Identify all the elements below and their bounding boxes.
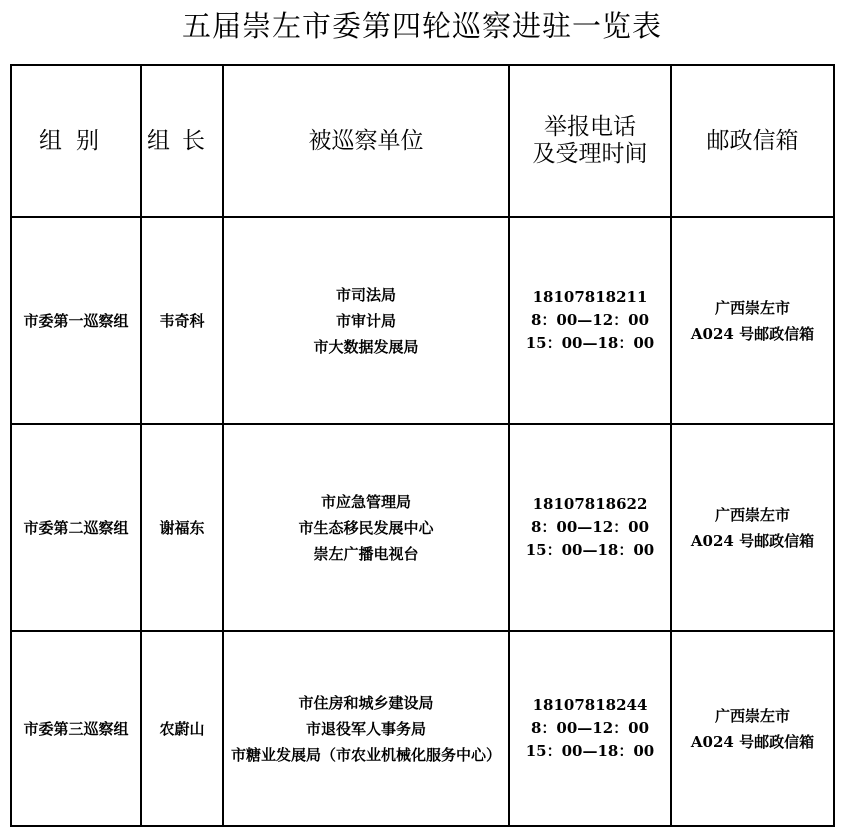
table-row [11, 424, 834, 631]
phone-number: 18107818211 [532, 288, 648, 306]
hours-morning: 8：00—12：00 [530, 518, 650, 536]
table-row [11, 631, 834, 826]
mailbox-number: A024 号邮政信箱 [690, 531, 815, 550]
header-mailbox: 邮政信箱 [671, 65, 834, 217]
group-cell: 市委第一巡察组 [11, 217, 141, 424]
hours-afternoon: 15：00—18：00 [525, 541, 655, 559]
mailbox-cell [671, 424, 834, 631]
phone-cell [509, 217, 671, 424]
phone-cell [509, 631, 671, 826]
inspection-table [10, 64, 835, 827]
header-phone-line1: 举报电话 [544, 114, 636, 140]
hours-morning: 8：00—12：00 [530, 311, 650, 329]
hours-afternoon: 15：00—18：00 [525, 334, 655, 352]
phone-cell [509, 424, 671, 631]
table-header-row [11, 65, 834, 217]
unit-item: 市司法局 [335, 285, 396, 304]
table-row [11, 217, 834, 424]
units-cell [223, 217, 509, 424]
mailbox-city: 广西崇左市 [714, 298, 790, 317]
mailbox-number: A024 号邮政信箱 [690, 732, 815, 751]
group-cell: 市委第三巡察组 [11, 631, 141, 826]
mailbox-city: 广西崇左市 [714, 505, 790, 524]
unit-item: 崇左广播电视台 [313, 544, 419, 563]
unit-item: 市生态移民发展中心 [298, 518, 434, 537]
units-cell [223, 631, 509, 826]
unit-item: 市退役军人事务局 [305, 719, 426, 738]
header-units: 被巡察单位 [223, 65, 509, 217]
leader-cell: 韦奇科 [141, 217, 223, 424]
mailbox-number: A024 号邮政信箱 [690, 324, 815, 343]
leader-cell: 农蔚山 [141, 631, 223, 826]
phone-number: 18107818622 [532, 495, 648, 513]
mailbox-cell [671, 631, 834, 826]
group-cell: 市委第二巡察组 [11, 424, 141, 631]
hours-morning: 8：00—12：00 [530, 719, 650, 737]
header-leader: 组长 [141, 65, 223, 217]
mailbox-cell [671, 217, 834, 424]
units-cell [223, 424, 509, 631]
mailbox-city: 广西崇左市 [714, 706, 790, 725]
page-title: 五届崇左市委第四轮巡察进驻一览表 [181, 9, 662, 43]
header-group: 组别 [11, 65, 141, 217]
unit-item: 市住房和城乡建设局 [298, 693, 434, 712]
unit-item: 市应急管理局 [320, 492, 411, 511]
header-phone [509, 65, 671, 217]
unit-item: 市糖业发展局（市农业机械化服务中心） [230, 745, 501, 764]
unit-item: 市大数据发展局 [313, 337, 419, 356]
unit-item: 市审计局 [335, 311, 396, 330]
leader-cell: 谢福东 [141, 424, 223, 631]
phone-number: 18107818244 [532, 696, 648, 714]
hours-afternoon: 15：00—18：00 [525, 742, 655, 760]
header-phone-line2: 及受理时间 [532, 141, 648, 167]
